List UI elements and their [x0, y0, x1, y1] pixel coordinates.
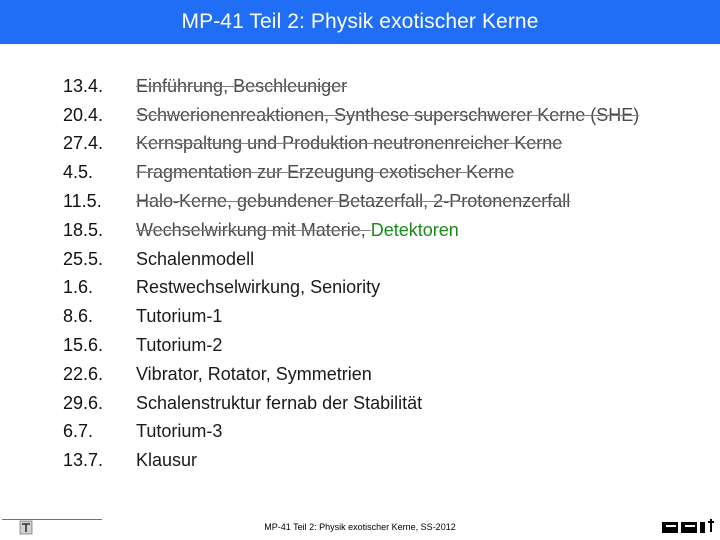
schedule-topic: [136, 421, 222, 442]
gsi-logo: [660, 518, 718, 536]
schedule-date: 4.5.: [63, 162, 94, 183]
schedule-topic: [136, 335, 222, 356]
schedule-topic-text: Halo-Kerne, gebundener Betazerfall, 2-Protonenzerfall: [136, 191, 571, 212]
schedule-date: 15.6.: [63, 335, 104, 356]
schedule-topic-highlight: Detektoren: [370, 219, 459, 240]
schedule-row: [63, 274, 639, 303]
schedule-date: 13.4.: [63, 75, 104, 96]
schedule-topic-text: Wechselwirkung mit Materie,: [136, 219, 371, 240]
schedule-row: [63, 216, 639, 245]
schedule-topic-text: Klausur: [136, 450, 198, 471]
schedule-topic-text: Schalenstruktur fernab der Stabilität: [136, 392, 423, 413]
schedule-date: 22.6.: [63, 363, 104, 384]
schedule-date: 25.5.: [63, 248, 104, 269]
schedule-topic: [136, 162, 514, 183]
schedule-topic-text: Fragmentation zur Erzeugung exotischer Kerne: [136, 162, 515, 183]
schedule-topic: [136, 220, 459, 241]
schedule-row: [63, 101, 639, 130]
schedule-date: 27.4.: [63, 133, 104, 154]
schedule-topic-text: Restwechselwirkung, Seniority: [136, 277, 381, 298]
schedule-topic: [136, 191, 570, 212]
schedule-row: [63, 389, 639, 418]
schedule-row: [63, 72, 639, 101]
schedule-row: [63, 331, 639, 360]
footer-text: MP-41 Teil 2: Physik exotischer Kerne, SS-2012: [264, 522, 456, 532]
schedule-date: 18.5.: [63, 219, 104, 240]
schedule-row: [63, 187, 639, 216]
schedule-topic-text: Tutorium-3: [136, 421, 223, 442]
schedule-list: [63, 72, 639, 475]
schedule-topic: [136, 306, 222, 327]
slide-title: MP-41 Teil 2: Physik exotischer Kerne: [181, 10, 539, 33]
schedule-date: 6.7.: [63, 421, 94, 442]
schedule-row: [63, 302, 639, 331]
schedule-row: [63, 360, 639, 389]
schedule-topic-text: Vibrator, Rotator, Symmetrien: [136, 363, 372, 384]
schedule-topic-text: Tutorium-1: [136, 306, 223, 327]
schedule-row: [63, 158, 639, 187]
schedule-topic-text: Einführung, Beschleuniger: [136, 75, 348, 96]
schedule-topic-text: Tutorium-2: [136, 335, 223, 356]
schedule-topic: [136, 249, 254, 270]
schedule-date: 8.6.: [63, 306, 94, 327]
schedule-topic: [136, 133, 562, 154]
schedule-topic: [136, 393, 422, 414]
schedule-date: 11.5.: [63, 191, 102, 212]
schedule-topic: [136, 277, 380, 298]
schedule-date: 13.7.: [63, 450, 104, 471]
schedule-row: [63, 130, 639, 159]
schedule-topic: [136, 450, 197, 471]
title-bar: [0, 0, 720, 44]
schedule-date: 20.4.: [63, 104, 104, 125]
schedule-topic: [136, 105, 639, 126]
schedule-topic-text: Schalenmodell: [136, 248, 255, 269]
schedule-row: [63, 245, 639, 274]
schedule-topic: [136, 76, 347, 97]
schedule-date: 1.6.: [63, 277, 94, 298]
schedule-topic-text: Schwerionenreaktionen, Synthese superschwerer Kerne (SHE): [136, 104, 640, 125]
schedule-row: [63, 418, 639, 447]
schedule-date: 29.6.: [63, 392, 104, 413]
schedule-topic: [136, 364, 372, 385]
schedule-topic-text: Kernspaltung und Produktion neutronenreicher Kerne: [136, 133, 563, 154]
schedule-row: [63, 446, 639, 475]
